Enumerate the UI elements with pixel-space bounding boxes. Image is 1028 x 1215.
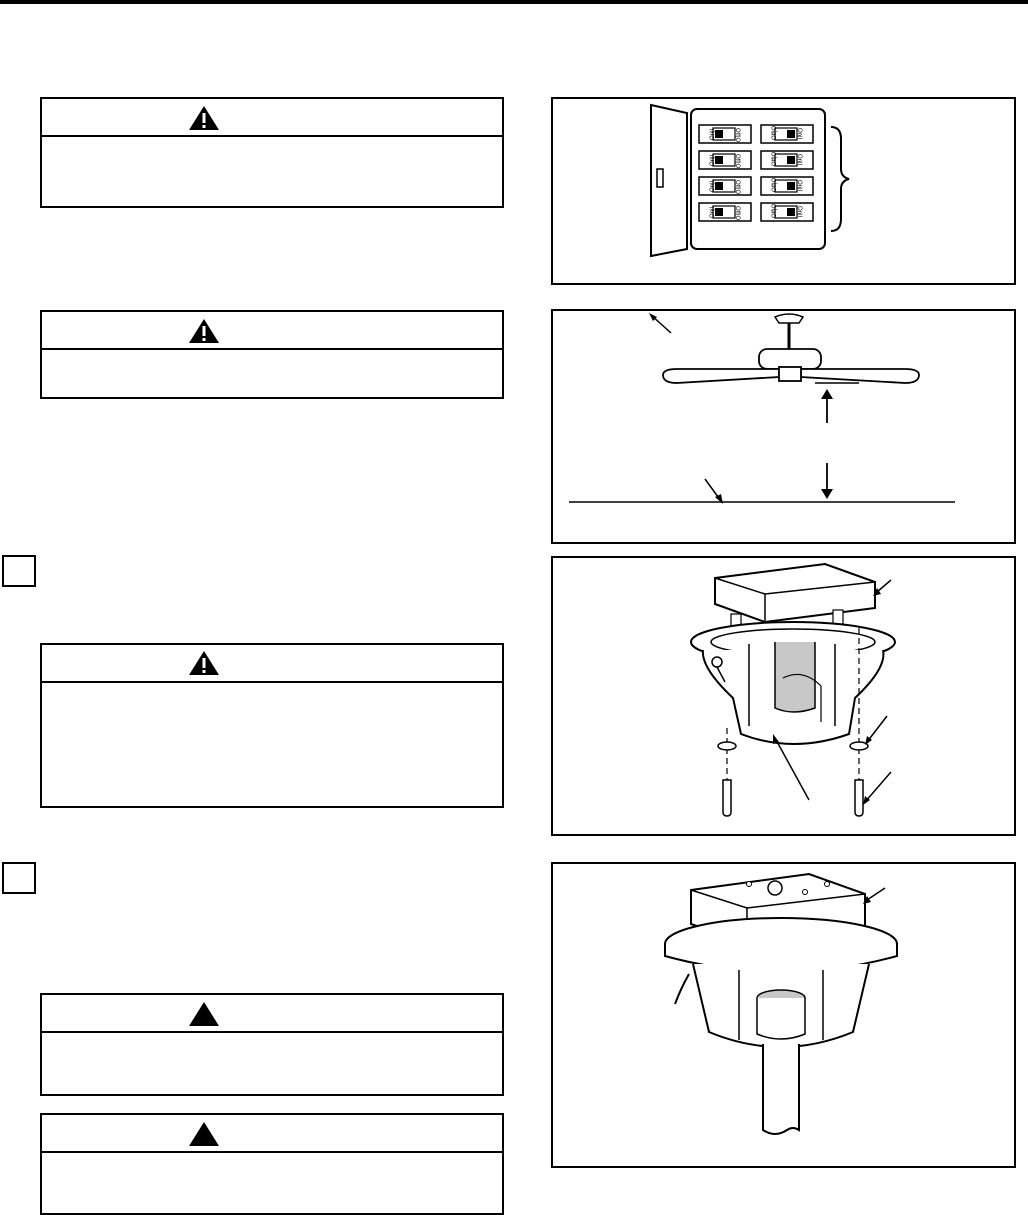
warning-triangle-icon <box>188 318 220 344</box>
breaker-switch <box>761 203 813 221</box>
warning-body <box>42 137 502 153</box>
breaker-on-label: Off|O <box>772 125 778 140</box>
breaker-off-label: On|I <box>796 154 802 166</box>
step-number-box-2 <box>2 862 36 894</box>
warning-triangle-icon <box>188 650 220 676</box>
breaker-switch <box>761 151 813 169</box>
warning-box-5 <box>40 1113 504 1215</box>
bracket-assembled-illustration <box>553 864 1014 1166</box>
warning-box-1 <box>40 97 504 208</box>
breaker-switch <box>699 125 751 143</box>
figure-mounting-bracket-exploded <box>551 556 1016 836</box>
breaker-on-label: Off|O <box>772 177 778 192</box>
breaker-switch <box>699 177 751 195</box>
figure-bracket-assembled <box>551 862 1016 1168</box>
breaker-panel-illustration <box>553 99 1014 283</box>
warning-box-3 <box>40 643 504 808</box>
warning-triangle-icon <box>188 105 220 131</box>
warning-body <box>42 683 502 699</box>
breaker-switch <box>761 125 813 143</box>
mounting-bracket-exploded-illustration <box>553 558 1014 834</box>
breaker-switch <box>699 203 751 221</box>
breaker-off-label: Off|O <box>734 154 740 169</box>
breaker-off-label: On|I <box>796 180 802 192</box>
caution-triangle-icon <box>188 1001 220 1027</box>
breaker-on-label: Off|O <box>772 203 778 218</box>
warning-header <box>42 1115 502 1153</box>
breaker-off-label: Off|O <box>734 128 740 143</box>
breaker-switch <box>699 151 751 169</box>
warning-body <box>42 350 502 366</box>
warning-body <box>42 1153 502 1169</box>
warning-header <box>42 995 502 1033</box>
breaker-off-label: On|I <box>796 128 802 140</box>
warning-header <box>42 645 502 683</box>
breaker-on-label: On|I <box>710 180 716 192</box>
warning-header <box>42 99 502 137</box>
fan-clearance-illustration <box>553 311 1014 542</box>
warning-box-4 <box>40 993 504 1096</box>
top-rule <box>0 0 1028 4</box>
breaker-on-label: On|I <box>710 206 716 218</box>
breaker-off-label: Off|O <box>734 206 740 221</box>
figure-fan-clearance <box>551 309 1016 544</box>
warning-header <box>42 312 502 350</box>
breaker-on-label: Off|O <box>772 151 778 166</box>
breaker-on-label: On|I <box>710 128 716 140</box>
breaker-on-label: On|I <box>710 154 716 166</box>
figure-breaker-panel <box>551 97 1016 285</box>
step-number-box-1 <box>2 555 36 587</box>
warning-body <box>42 1033 502 1049</box>
caution-triangle-icon <box>188 1121 220 1147</box>
breaker-off-label: On|I <box>796 206 802 218</box>
warning-box-2 <box>40 310 504 399</box>
breaker-switch <box>761 177 813 195</box>
breaker-off-label: Off|O <box>734 180 740 195</box>
